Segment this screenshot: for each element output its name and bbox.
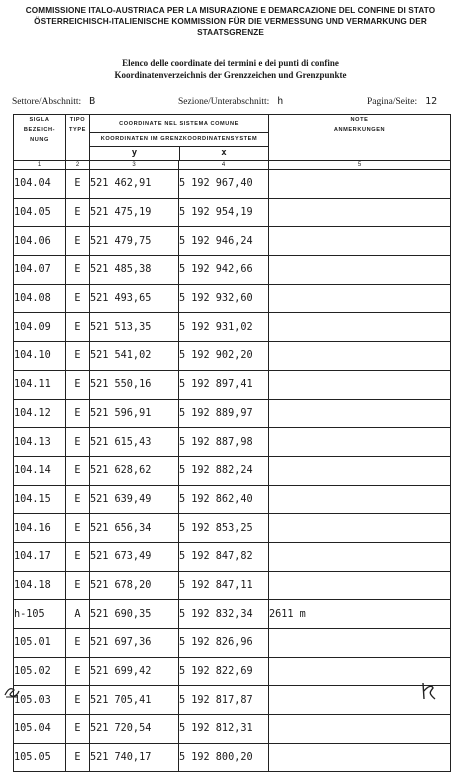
table-row	[14, 456, 451, 485]
handwritten-initial-left	[2, 680, 22, 700]
point-type: E	[66, 629, 90, 658]
coordinate-y: 521 462,91	[90, 170, 179, 199]
section-label: Sezione/Unterabschnitt:	[178, 97, 270, 107]
point-note	[269, 715, 451, 744]
point-type: E	[66, 342, 90, 371]
point-type: E	[66, 485, 90, 514]
table-row	[14, 542, 451, 571]
sector-field	[12, 96, 95, 107]
point-type: E	[66, 715, 90, 744]
section-value: h	[277, 96, 284, 107]
page-field	[367, 96, 437, 107]
point-note	[269, 514, 451, 543]
coordinate-y: 521 475,19	[90, 198, 179, 227]
header-x: x	[221, 148, 227, 158]
coordinate-y: 521 615,43	[90, 428, 179, 457]
coordinate-x: 5 192 853,25	[179, 514, 269, 543]
coordinate-x: 5 192 882,24	[179, 456, 269, 485]
coordinate-x: 5 192 902,20	[179, 342, 269, 371]
point-type: E	[66, 198, 90, 227]
table-row	[14, 571, 451, 600]
coordinate-y: 521 541,02	[90, 342, 179, 371]
coordinate-x: 5 192 887,98	[179, 428, 269, 457]
table-row	[14, 514, 451, 543]
point-type: E	[66, 743, 90, 772]
handwritten-initial-right	[418, 680, 440, 702]
list-title-german: Koordinatenverzeichnis der Grenzzeichen und Grenzpunkte	[114, 70, 347, 80]
sector-label: Settore/Abschnitt:	[12, 97, 82, 107]
point-note	[269, 370, 451, 399]
coordinate-y: 521 705,41	[90, 686, 179, 715]
coordinate-y: 521 639,49	[90, 485, 179, 514]
point-id: h-105	[14, 600, 66, 629]
coordinate-x: 5 192 817,87	[179, 686, 269, 715]
table-row	[14, 370, 451, 399]
coordinate-y: 521 720,54	[90, 715, 179, 744]
point-type: E	[66, 657, 90, 686]
point-id: 104.08	[14, 284, 66, 313]
table-header-row	[14, 115, 451, 161]
list-title-italian: Elenco delle coordinate dei termini e dei punti di confine	[122, 58, 339, 68]
header-coordinates: COORDINATE NEL SISTEMA COMUNE KOORDINATEN IM GRENZKOORDINATENSYSTEM y x	[90, 115, 269, 161]
table-row	[14, 715, 451, 744]
commission-title-german: ÖSTERREICHISCH-ITALIENISCHE KOMMISSION FÜR DIE VERMESSUNG UND VERMARKUNG DER STAATSGRENZE	[34, 17, 427, 37]
point-type: E	[66, 514, 90, 543]
coordinate-y: 521 628,62	[90, 456, 179, 485]
point-note	[269, 399, 451, 428]
table-row	[14, 743, 451, 772]
header-tipo: TIPO TYPE	[66, 115, 90, 161]
point-id: 105.02	[14, 657, 66, 686]
point-id: 104.12	[14, 399, 66, 428]
table-row	[14, 256, 451, 285]
coordinate-y: 521 656,34	[90, 514, 179, 543]
coordinate-y: 521 697,36	[90, 629, 179, 658]
coordinate-x: 5 192 847,11	[179, 571, 269, 600]
coordinate-x: 5 192 822,69	[179, 657, 269, 686]
point-id: 104.04	[14, 170, 66, 199]
page-label: Pagina/Seite:	[367, 97, 418, 107]
coordinate-x: 5 192 847,82	[179, 542, 269, 571]
table-row	[14, 629, 451, 658]
point-type: A	[66, 600, 90, 629]
point-type: E	[66, 542, 90, 571]
table-row	[14, 342, 451, 371]
point-type: E	[66, 571, 90, 600]
point-id: 104.05	[14, 198, 66, 227]
point-note	[269, 284, 451, 313]
table-row	[14, 428, 451, 457]
point-note: 2611 m	[269, 600, 451, 629]
point-note	[269, 428, 451, 457]
point-type: E	[66, 170, 90, 199]
sector-value: B	[89, 96, 96, 107]
coordinate-x: 5 192 932,60	[179, 284, 269, 313]
point-note	[269, 342, 451, 371]
coordinate-x: 5 192 800,20	[179, 743, 269, 772]
point-note	[269, 571, 451, 600]
point-id: 104.07	[14, 256, 66, 285]
point-id: 104.18	[14, 571, 66, 600]
coordinate-y: 521 513,35	[90, 313, 179, 342]
table-row	[14, 600, 451, 629]
point-note	[269, 227, 451, 256]
coordinate-y: 521 485,38	[90, 256, 179, 285]
coordinate-x: 5 192 954,19	[179, 198, 269, 227]
point-id: 105.05	[14, 743, 66, 772]
point-note	[269, 313, 451, 342]
column-number-row: 1 2 3 4 5	[14, 161, 451, 170]
point-type: E	[66, 686, 90, 715]
table-row	[14, 227, 451, 256]
coordinate-y: 521 740,17	[90, 743, 179, 772]
coordinate-y: 521 673,49	[90, 542, 179, 571]
point-type: E	[66, 284, 90, 313]
point-note	[269, 629, 451, 658]
coordinate-x: 5 192 897,41	[179, 370, 269, 399]
coordinate-x: 5 192 832,34	[179, 600, 269, 629]
point-id: 104.17	[14, 542, 66, 571]
point-id: 105.01	[14, 629, 66, 658]
point-id: 104.06	[14, 227, 66, 256]
header-note: NOTE ANMERKUNGEN	[269, 115, 451, 161]
point-note	[269, 485, 451, 514]
page-value: 12	[425, 96, 438, 107]
coordinate-x: 5 192 812,31	[179, 715, 269, 744]
table-row	[14, 686, 451, 715]
table-row	[14, 284, 451, 313]
point-note	[269, 456, 451, 485]
header-sigla: SIGLA BEZEICH- NUNG	[14, 115, 66, 161]
point-type: E	[66, 227, 90, 256]
point-id: 105.04	[14, 715, 66, 744]
table-row	[14, 657, 451, 686]
table-row	[14, 485, 451, 514]
point-note	[269, 198, 451, 227]
point-type: E	[66, 256, 90, 285]
coordinate-y: 521 550,16	[90, 370, 179, 399]
point-id: 104.13	[14, 428, 66, 457]
point-id: 104.10	[14, 342, 66, 371]
header-y: y	[90, 147, 180, 160]
coordinate-x: 5 192 826,96	[179, 629, 269, 658]
point-type: E	[66, 428, 90, 457]
point-type: E	[66, 399, 90, 428]
table-row	[14, 313, 451, 342]
coordinate-y: 521 678,20	[90, 571, 179, 600]
coordinate-x: 5 192 967,40	[179, 170, 269, 199]
point-note	[269, 256, 451, 285]
coordinate-x: 5 192 862,40	[179, 485, 269, 514]
coordinate-y: 521 699,42	[90, 657, 179, 686]
table-row	[14, 198, 451, 227]
point-type: E	[66, 370, 90, 399]
point-note	[269, 743, 451, 772]
coordinate-y: 521 493,65	[90, 284, 179, 313]
point-type: E	[66, 456, 90, 485]
point-type: E	[66, 313, 90, 342]
commission-title-italian: COMMISSIONE ITALO-AUSTRIACA PER LA MISURAZIONE E DEMARCAZIONE DEL CONFINE DI STATO	[25, 6, 436, 15]
coordinate-x: 5 192 946,24	[179, 227, 269, 256]
point-id: 104.09	[14, 313, 66, 342]
coordinate-y: 521 596,91	[90, 399, 179, 428]
point-note	[269, 170, 451, 199]
coordinate-table	[13, 114, 451, 772]
coordinate-y: 521 479,75	[90, 227, 179, 256]
coordinate-x: 5 192 889,97	[179, 399, 269, 428]
coordinate-y: 521 690,35	[90, 600, 179, 629]
section-field	[178, 96, 283, 107]
coordinate-x: 5 192 942,66	[179, 256, 269, 285]
table-row	[14, 170, 451, 199]
point-id: 104.11	[14, 370, 66, 399]
point-id: 104.14	[14, 456, 66, 485]
point-id: 105.03	[14, 686, 66, 715]
point-note	[269, 542, 451, 571]
table-row	[14, 399, 451, 428]
point-id: 104.15	[14, 485, 66, 514]
point-id: 104.16	[14, 514, 66, 543]
coordinate-x: 5 192 931,02	[179, 313, 269, 342]
